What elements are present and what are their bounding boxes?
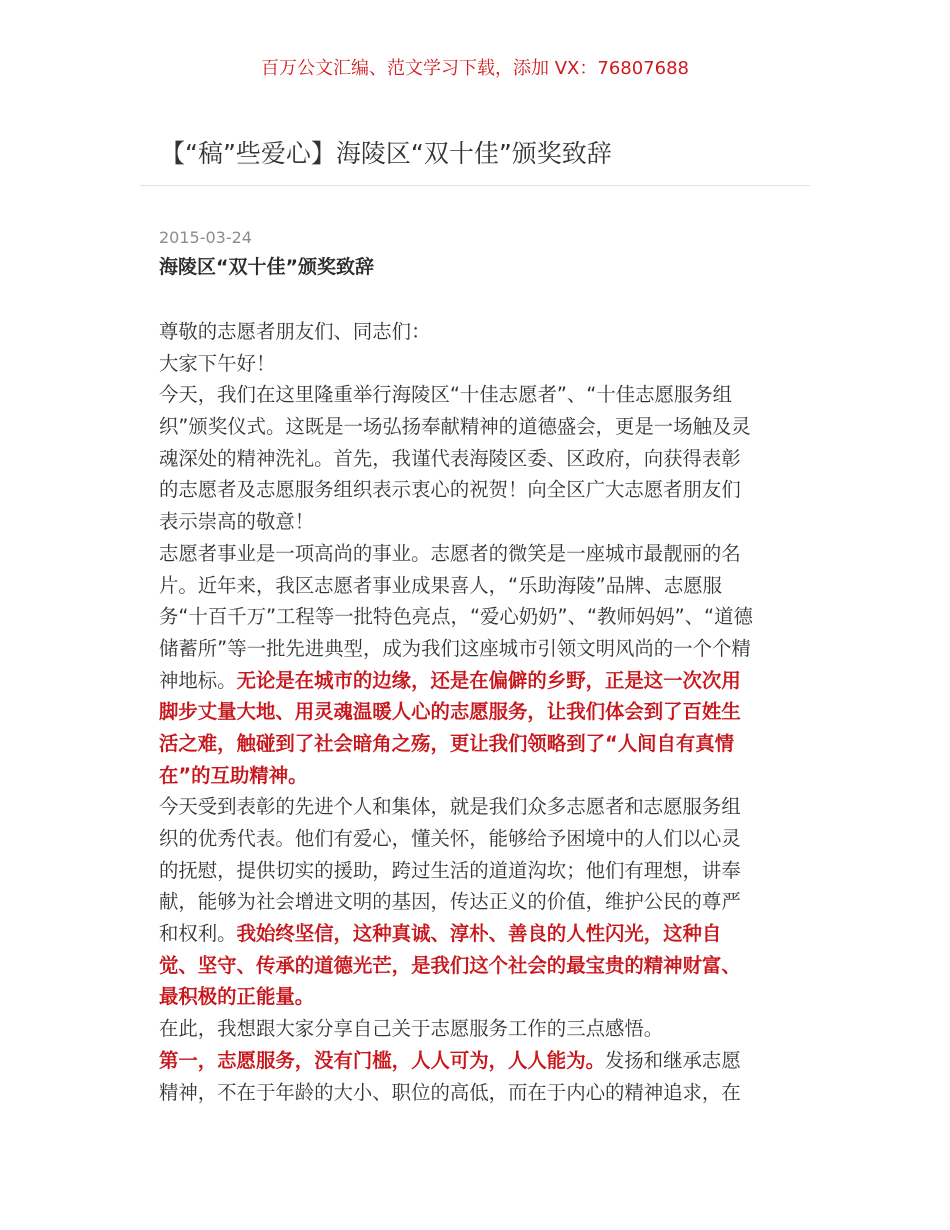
highlight-text: 在”的互助精神。: [159, 763, 308, 787]
paragraph-line: 尊敬的志愿者朋友们、同志们：: [159, 320, 431, 343]
highlight-text: 最积极的正能量。: [159, 985, 315, 1009]
paragraph-line: 务“十百千万”工程等一批特色亮点，“爱心奶奶”、“教师妈妈”、“道德: [159, 605, 753, 629]
highlight-text: 我始终坚信，这种真诚、淳朴、善良的人性闪光，这种自: [236, 922, 722, 946]
title-divider: [140, 185, 810, 186]
highlight-text: 活之难，触碰到了社会暗角之殇，更让我们领略到了“人间自有真情: [159, 731, 735, 755]
article-subtitle: 海陵区“双十佳”颁奖致辞: [159, 256, 374, 278]
paragraph-line: 织的优秀代表。他们有爱心，懂关怀，能够给予困境中的人们以心灵: [159, 827, 741, 850]
highlight-text: 觉、坚守、传承的道德光芒，是我们这个社会的最宝贵的精神财富、: [159, 953, 741, 977]
paragraph-line: 在此，我想跟大家分享自己关于志愿服务工作的三点感悟。: [159, 1017, 664, 1041]
highlight-text: 无论是在城市的边缘，还是在偏僻的乡野，正是这一次次用: [236, 668, 741, 692]
paragraph-line: 的志愿者及志愿服务组织表示衷心的祝贺！向全区广大志愿者朋友们: [159, 478, 741, 502]
paragraph-line: [159, 728, 799, 760]
paragraph-line: 片。近年来，我区志愿者事业成果喜人，“乐助海陵”品牌、志愿服: [159, 573, 723, 597]
highlight-text: 脚步丈量大地、用灵魂温暖人心的志愿服务，让我们体会到了百姓生: [159, 700, 741, 724]
paragraph-line: 织”颁奖仪式。这既是一场弘扬奉献精神的道德盛会，更是一场触及灵: [159, 415, 751, 439]
watermark-banner: 百万公文汇编、范文学习下载，添加 VX：76807688: [261, 58, 689, 79]
paragraph-line: 神地标。无论是在城市的边缘，还是在偏僻的乡野，正是这一次次用: [159, 668, 741, 692]
highlight-text: 第一，志愿服务，没有门槛，人人可为，人人能为。: [159, 1048, 605, 1072]
paragraph-line: [159, 696, 799, 728]
page-title: 【“稿”些爱心】海陵区“双十佳”颁奖致辞: [160, 139, 612, 168]
publish-date: 2015-03-24: [159, 228, 252, 247]
paragraph-line: 魂深处的精神洗礼。首先，我谨代表海陵区委、区政府，向获得表彰: [159, 446, 741, 470]
paragraph-line: 今天，我们在这里隆重举行海陵区“十佳志愿者”、“十佳志愿服务组: [159, 383, 733, 407]
paragraph-line: 精神，不在于年龄的大小、职位的高低，而在于内心的精神追求，在: [159, 1080, 741, 1104]
paragraph-line: 志愿者事业是一项高尚的事业。志愿者的微笑是一座城市最靓丽的名: [159, 541, 741, 565]
paragraph-line: 献，能够为社会增进文明的基因，传达正义的价值，维护公民的尊严: [159, 890, 741, 914]
paragraph-line: 今天受到表彰的先进个人和集体，就是我们众多志愿者和志愿服务组: [159, 795, 741, 819]
paragraph-line: 大家下午好！: [159, 351, 276, 375]
paragraph-line: [159, 950, 799, 982]
paragraph-line: 的抚慰，提供切实的援助，跨过生活的道道沟坎；他们有理想，讲奉: [159, 858, 741, 882]
paragraph-line: 表示崇高的敬意！: [159, 510, 315, 534]
paragraph-line: 第一，志愿服务，没有门槛，人人可为，人人能为。发扬和继承志愿: [159, 1048, 741, 1072]
article-body: [159, 316, 799, 1108]
paragraph-line: [159, 981, 799, 1013]
paragraph-line: 储蓄所”等一批先进典型，成为我们这座城市引领文明风尚的一个个精: [159, 636, 751, 660]
paragraph-line: [159, 760, 799, 792]
paragraph-line: 和权利。我始终坚信，这种真诚、淳朴、善良的人性闪光，这种自: [159, 922, 722, 946]
